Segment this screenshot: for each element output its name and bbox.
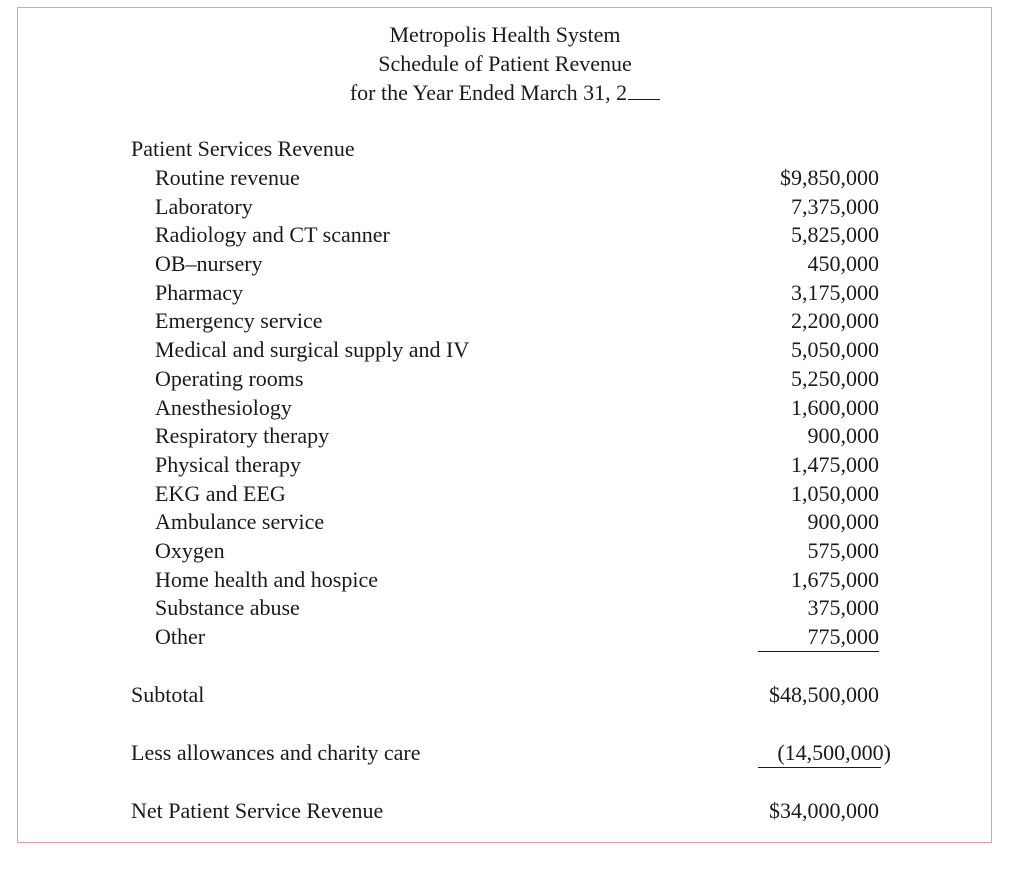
period-text: for the Year Ended March 31, 2 — [349, 80, 628, 105]
row-amount: 3,175,000 — [791, 279, 879, 305]
subtotal-amount: $48,500,000 — [769, 682, 879, 707]
revenue-row — [155, 537, 879, 566]
row-amount: 900,000 — [807, 509, 879, 535]
subtotal-rule — [758, 651, 879, 652]
schedule-title: Schedule of Patient Revenue — [378, 51, 632, 76]
subtotal-label: Subtotal — [131, 682, 205, 707]
row-label: Physical therapy — [155, 451, 302, 477]
row-amount: 5,050,000 — [791, 337, 879, 363]
org-name: Metropolis Health System — [389, 22, 621, 47]
revenue-items — [155, 164, 879, 652]
row-amount: 1,050,000 — [791, 480, 879, 506]
row-label: Emergency service — [155, 308, 323, 334]
revenue-row — [155, 480, 879, 509]
revenue-row — [155, 594, 879, 623]
row-amount: 575,000 — [807, 537, 879, 563]
revenue-row — [155, 307, 879, 336]
document-header — [0, 20, 1010, 107]
revenue-row — [155, 422, 879, 451]
revenue-row — [155, 250, 879, 279]
row-label: OB–nursery — [155, 251, 263, 277]
row-amount: 5,825,000 — [791, 222, 879, 248]
revenue-row — [155, 365, 879, 394]
row-label: Respiratory therapy — [155, 423, 330, 449]
row-label: Substance abuse — [155, 595, 300, 621]
net-revenue-row — [131, 796, 879, 826]
row-amount: 1,475,000 — [791, 451, 879, 477]
row-label: Routine revenue — [155, 165, 300, 190]
row-label: Anesthesiology — [155, 394, 292, 420]
row-amount: $9,850,000 — [780, 165, 879, 190]
allowances-label: Less allowances and charity care — [131, 740, 421, 765]
revenue-row — [155, 508, 879, 537]
row-label: Pharmacy — [155, 279, 243, 305]
net-revenue-label: Net Patient Service Revenue — [131, 798, 384, 823]
allowances-amount: (14,500,000) — [777, 740, 891, 765]
row-label: Oxygen — [155, 537, 225, 563]
row-label: Other — [155, 624, 206, 649]
row-label: Home health and hospice — [155, 566, 378, 592]
row-amount: 1,675,000 — [791, 566, 879, 592]
revenue-row — [155, 164, 879, 193]
row-amount: 5,250,000 — [791, 365, 879, 391]
net-revenue-amount: $34,000,000 — [769, 798, 879, 823]
revenue-row — [155, 566, 879, 595]
revenue-row — [155, 623, 879, 652]
row-amount: 450,000 — [807, 251, 879, 277]
row-amount: 7,375,000 — [791, 193, 879, 219]
revenue-row — [155, 451, 879, 480]
row-amount: 900,000 — [807, 423, 879, 449]
year-blank — [628, 83, 660, 100]
row-label: Laboratory — [155, 193, 253, 219]
row-label: Operating rooms — [155, 365, 304, 391]
revenue-row — [155, 193, 879, 222]
section-title: Patient Services Revenue — [131, 136, 355, 161]
period-line — [0, 78, 1010, 107]
revenue-row — [155, 221, 879, 250]
row-label: Ambulance service — [155, 509, 325, 535]
row-amount: 375,000 — [807, 595, 879, 621]
row-label: Medical and surgical supply and IV — [155, 337, 470, 363]
row-label: EKG and EEG — [155, 480, 286, 506]
row-label: Radiology and CT scanner — [155, 222, 390, 248]
allowances-row — [131, 738, 891, 768]
revenue-row — [155, 279, 879, 308]
revenue-row — [155, 394, 879, 423]
subtotal-row — [131, 680, 879, 710]
row-amount: 2,200,000 — [791, 308, 879, 334]
row-amount: 1,600,000 — [791, 394, 879, 420]
row-amount: 775,000 — [807, 624, 879, 649]
allowances-rule — [758, 767, 881, 768]
revenue-row — [155, 336, 879, 365]
